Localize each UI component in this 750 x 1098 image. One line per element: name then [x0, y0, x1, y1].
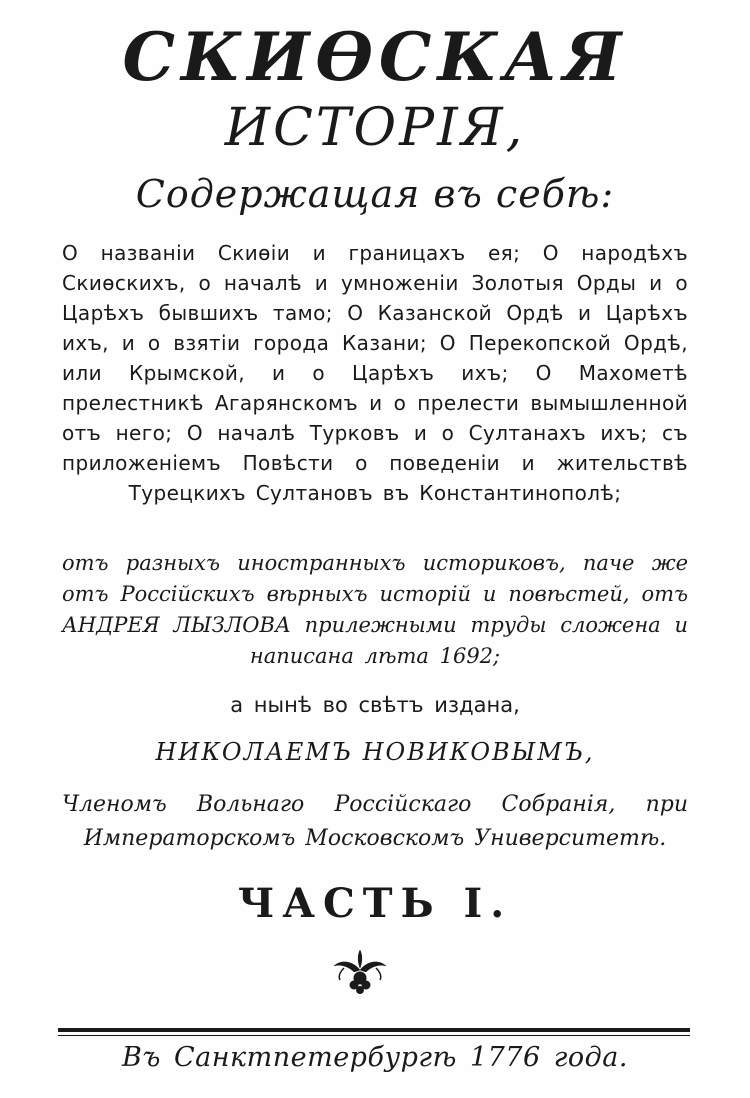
title-line-1: СКИѲСКАЯ — [122, 18, 628, 96]
authorship-paragraph: отъ разныхъ иностранныхъ историковъ, паче же отъ Россійскихъ вѣрныхъ исторій и повѣстей, отъ АНДРЕЯ ЛЫЗЛОВА прилежными труды сложена и написана лѣта 1692; — [62, 551, 688, 668]
title-line-2: ИСТОРІЯ, — [224, 98, 526, 158]
part-number: ЧАСТЬ I. — [237, 880, 513, 927]
publisher-membership: Членомъ Вольнаго Россійскаго Собранія, при Императорскомъ Московскомъ Университетѣ. — [62, 792, 688, 851]
imprint-line: Въ Санктпетербургѣ 1776 года. — [122, 1042, 628, 1073]
floral-vignette-icon — [330, 948, 390, 994]
published-line: а нынѣ во свѣтъ издана, — [230, 693, 520, 717]
double-rule-thin — [58, 1035, 690, 1036]
publisher-name: НИКОЛАЕМЪ НОВИКОВЫМЪ, — [155, 738, 595, 766]
contents-paragraph: О названіи Скиѳіи и границахъ ея; О народѣхъ Скиѳскихъ, о началѣ и умноженіи Золотыя Орды и о Царѣхъ бывшихъ тамо; О Казанской Ордѣ и Царѣхъ ихъ, и о взятіи города Казани; О Перекопской Ордѣ, или Крымской, и о Царѣхъ ихъ; О Махометѣ прелестникѣ Агарянскомъ и о прелести вымышленной отъ него; О началѣ Турковъ и о Султанахъ ихъ; съ приложеніемъ Повѣсти о поведеніи и жительствѣ Турецкихъ Султановъ въ Константинополѣ; — [62, 241, 688, 505]
subtitle: Содержащая въ себѣ: — [135, 172, 615, 216]
double-rule-thick — [58, 1028, 690, 1032]
